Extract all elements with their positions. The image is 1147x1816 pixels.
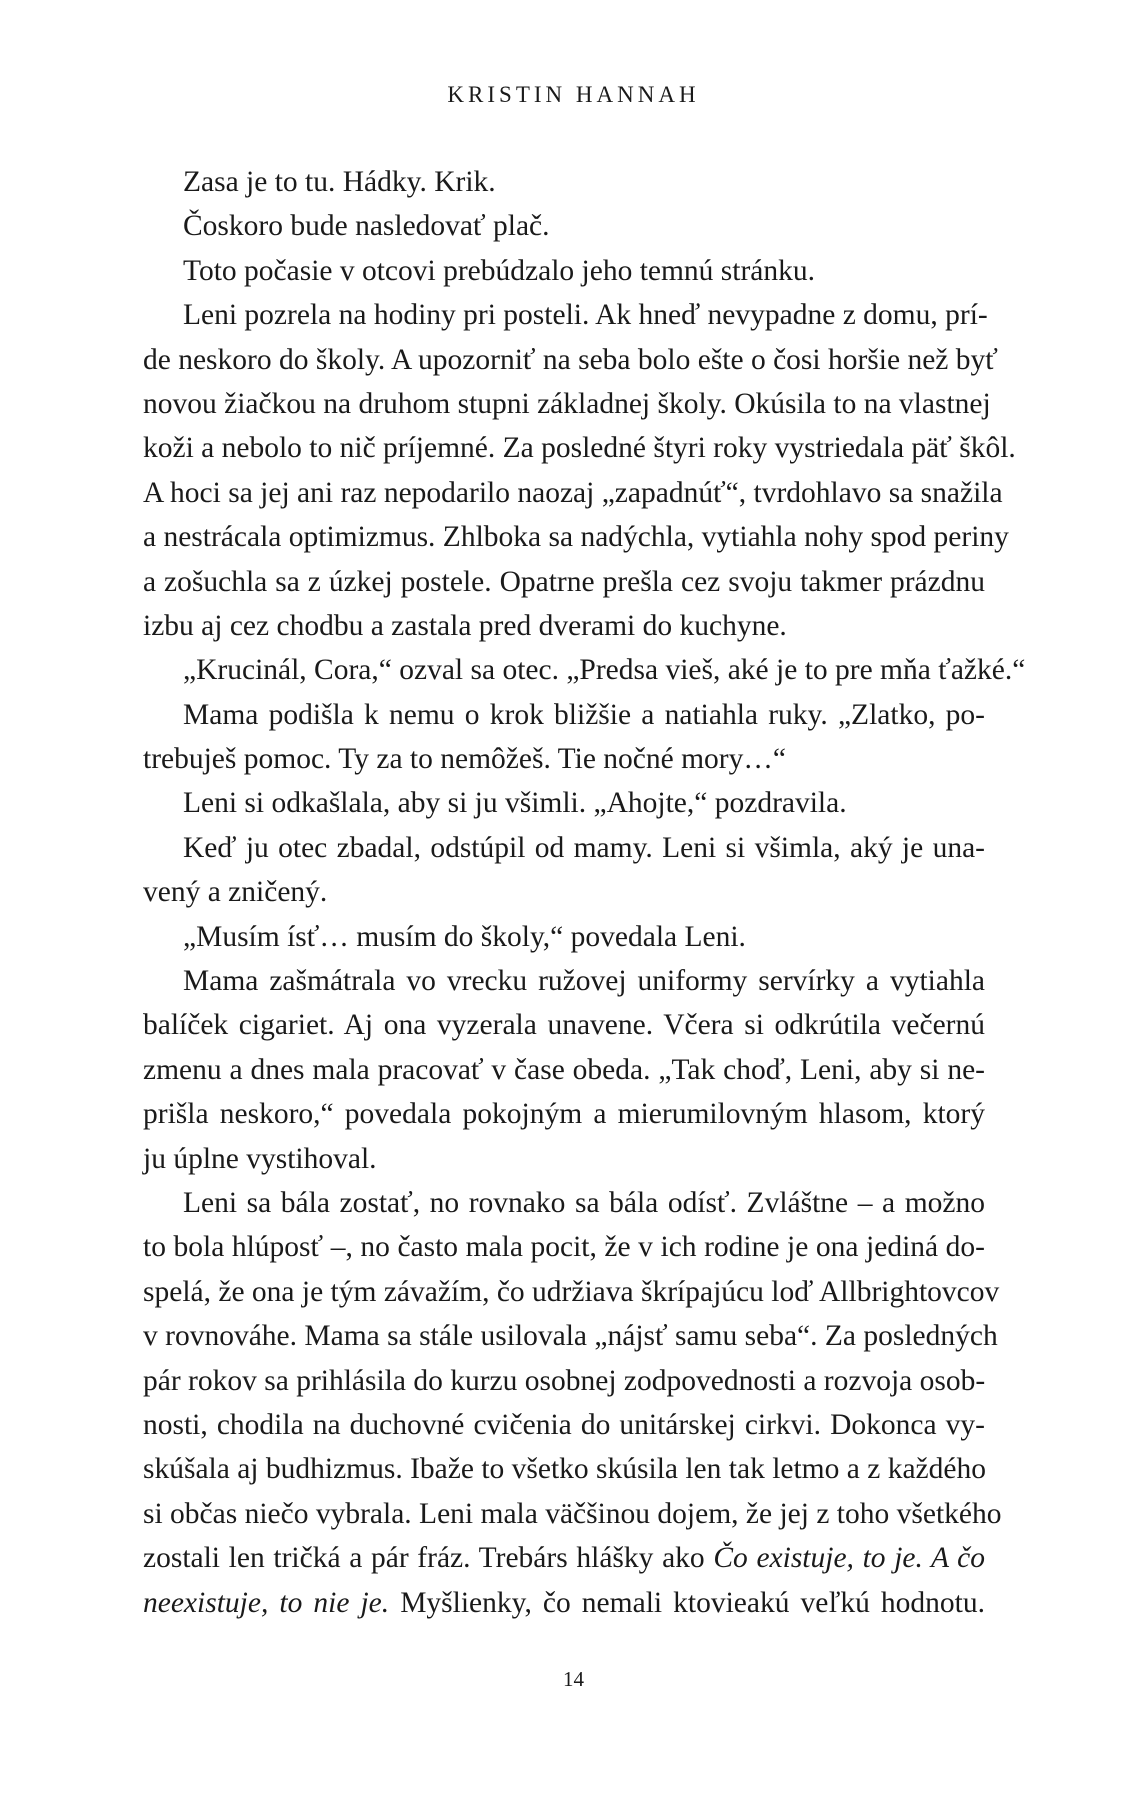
text-line: novou žiačkou na druhom stupni základnej školy. Okúsila to na vlastnej [143,387,991,420]
text-line: Leni sa bála zostať, no rovnako sa bála odísť. Zvláštne – a možno [183,1186,985,1219]
text-line: nosti, chodila na duchovné cvičenia do unitárskej cirkvi. Dokonca vy- [143,1408,985,1441]
text-line: pár rokov sa prihlásila do kurzu osobnej zodpovednosti a rozvoja osob- [143,1364,986,1397]
running-head: KRISTIN HANNAH [447,82,700,107]
text-line: si občas niečo vybrala. Leni mala väčšinou dojem, že jej z toho všetkého [143,1497,1002,1530]
text-line: Keď ju otec zbadal, odstúpil od mamy. Leni si všimla, aký je una- [183,831,985,864]
text-line [143,1536,985,1580]
text-line [143,737,985,781]
text-line [143,204,985,248]
line-text: „Musím ísť… musím do školy,“ povedala Leni. [183,920,746,953]
text-line: Mama zašmátrala vo vrecku ružovej uniformy servírky a vytiahla [183,965,985,998]
text-line: a nestrácala optimizmus. Zhlboka sa nadýchla, vytiahla nohy spod periny [143,521,1009,554]
line-text: ju úplne vystihoval. [143,1142,377,1175]
text-line: to bola hlúposť –, no často mala pocit, že v ich rodine je ona jediná do- [143,1231,985,1264]
text-line: skúšala aj budhizmus. Ibaže to všetko skúsila len tak letmo a z každého [143,1453,986,1486]
text-line [143,160,985,204]
text-line: Leni pozrela na hodiny pri posteli. Ak hneď nevypadne z domu, prí- [183,299,988,332]
line-text: izbu aj cez chodbu a zastala pred dverami do kuchyne. [143,609,787,642]
text-line: A hoci sa jej ani raz nepodarilo naozaj „zapadnúť“, tvrdohlavo sa snažila [143,476,1003,509]
page-number: 14 [563,1667,584,1691]
line-text: „Krucinál, Cora,“ ozval sa otec. „Predsa vieš, aké je to pre mňa ťažké.“ [183,654,1026,687]
line-text: trebuješ pomoc. Ty za to nemôžeš. Tie nočné mory…“ [143,743,786,776]
text-line [143,1137,985,1181]
line-text: Čoskoro bude nasledovať plač. [183,210,550,243]
text-line: koži a nebolo to nič príjemné. Za posledné štyri roky vystriedala päť škôl. [143,432,1016,465]
line-text: Leni si odkašlala, aby si ju všimli. „Ahojte,“ pozdravila. [183,787,847,820]
body-text [143,160,1026,1625]
line-text: vený a zničený. [143,876,328,909]
text-line [143,249,985,293]
text-line [143,648,1026,692]
text-line [143,1581,985,1625]
text-line: prišla neskoro,“ povedala pokojným a mierumilovným hlasom, ktorý [143,1098,985,1131]
italic-quote: neexistuje, to nie je. [143,1586,390,1619]
text-line [143,870,985,914]
text-line: spelá, že ona je tým závažím, čo udržiava škrípajúcu loď Allbrightovcov [143,1275,1000,1308]
text-line [143,604,985,648]
line-text: Toto počasie v otcovi prebúdzalo jeho temnú stránku. [183,254,816,287]
text-line: zmenu a dnes mala pracovať v čase obeda. „Tak choď, Leni, aby si ne- [143,1053,985,1086]
text-line: v rovnováhe. Mama sa stále usilovala „nájsť samu seba“. Za posledných [143,1320,998,1353]
line-text: Myšlienky, čo nemali ktovieakú veľkú hodnotu. [389,1586,985,1619]
text-line: balíček cigariet. Aj ona vyzerala unavene. Včera si odkrútila večernú [143,1009,985,1042]
text-line: Mama podišla k nemu o krok bližšie a natiahla ruky. „Zlatko, po- [183,698,985,731]
text-line: a zošuchla sa z úzkej postele. Opatrne prešla cez svoju takmer prázdnu [143,565,985,598]
text-line: de neskoro do školy. A upozorniť na seba bolo ešte o čosi horšie než byť [143,343,998,376]
text-line [143,781,985,825]
italic-quote: Čo existuje, to je. A čo [713,1542,986,1575]
text-line [143,915,985,959]
line-text: Zasa je to tu. Hádky. Krik. [183,166,496,198]
line-text: zostali len tričká a pár fráz. Trebárs hlášky ako [143,1542,714,1575]
